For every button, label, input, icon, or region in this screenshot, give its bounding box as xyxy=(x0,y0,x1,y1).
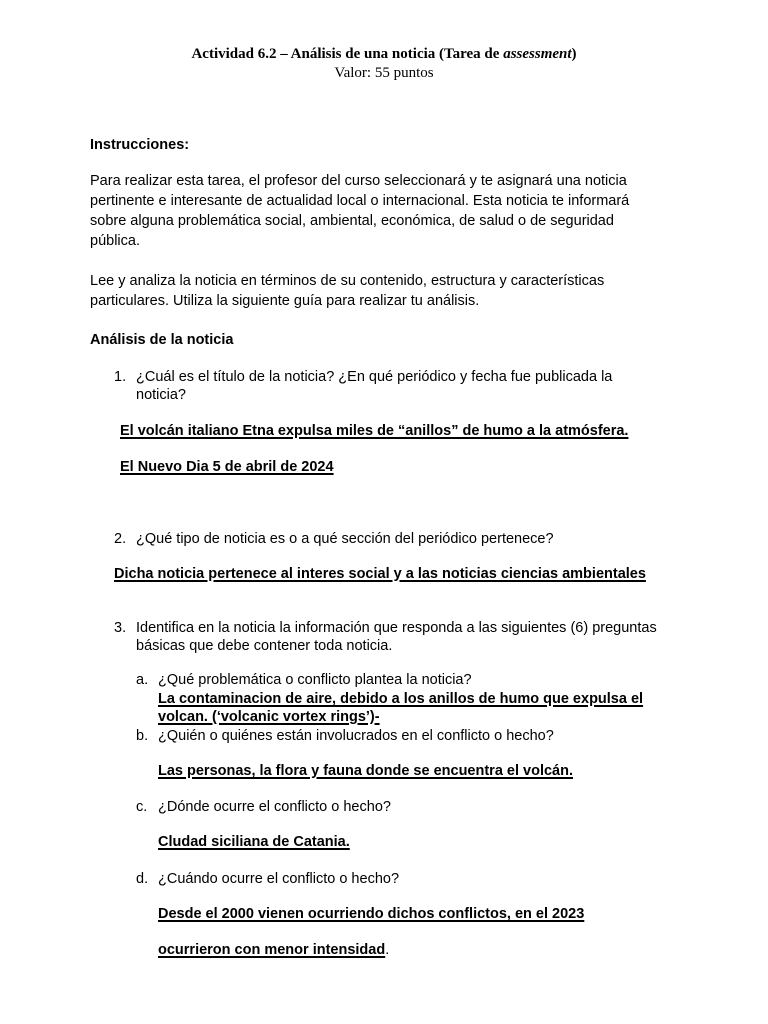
instructions-p2-line: particulares. Utiliza la siguiente guía para realizar tu análisis. xyxy=(90,293,480,309)
q3d-question: ¿Cuándo ocurre el conflicto o hecho? xyxy=(158,871,400,887)
activity-value: Valor: 55 puntos xyxy=(334,65,434,81)
q3c-letter: c. xyxy=(136,799,148,815)
q3b-question: ¿Quién o quiénes están involucrados en el conflicto o hecho? xyxy=(158,728,554,744)
q3-text-line: Identifica en la noticia la información que responda a las siguientes (6) preguntas xyxy=(136,620,657,636)
q3b-answer: Las personas, la flora y fauna donde se encuentra el volcán. xyxy=(158,763,573,779)
instructions-p1-line: sobre alguna problemática social, ambiental, económica, de salud o de seguridad xyxy=(90,213,614,229)
q3b-letter: b. xyxy=(136,728,149,744)
instructions-p1-line: pública. xyxy=(90,233,140,249)
q3d-answer-line2: ocurrieron con menor intensidad xyxy=(158,942,386,958)
activity-title xyxy=(0,46,768,63)
q3-text-line: básicas que debe contener toda noticia. xyxy=(136,638,393,654)
q3a-answer-line: La contaminacion de aire, debido a los anillos de humo que expulsa el xyxy=(158,691,644,707)
title-italic: assessment xyxy=(503,46,572,62)
instructions-heading: Instrucciones: xyxy=(90,137,190,153)
q3-number: 3. xyxy=(114,620,127,636)
q3c-answer: Cludad siciliana de Catania. xyxy=(158,834,350,850)
q1-number: 1. xyxy=(114,369,127,385)
q2-text: ¿Qué tipo de noticia es o a qué sección del periódico pertenece? xyxy=(136,531,554,547)
q3a-letter: a. xyxy=(136,672,149,688)
title-suffix: ) xyxy=(571,46,577,62)
instructions-p2-line: Lee y analiza la noticia en términos de su contenido, estructura y características xyxy=(90,273,605,289)
q2-number: 2. xyxy=(114,531,127,547)
q1-text-line: noticia? xyxy=(136,387,186,403)
q1-text-line: ¿Cuál es el título de la noticia? ¿En qué periódico y fecha fue publicada la xyxy=(136,369,613,385)
q3d-answer-line1: Desde el 2000 vienen ocurriendo dichos conflictos, en el 2023 xyxy=(158,906,585,922)
q3d-letter: d. xyxy=(136,871,149,887)
title-prefix: Actividad 6.2 – Análisis de una noticia (Tarea de xyxy=(191,46,504,62)
q3a-answer-line: volcan. (‘volcanic vortex rings’)- xyxy=(158,709,380,725)
q3a-question: ¿Qué problemática o conflicto plantea la noticia? xyxy=(158,672,472,688)
q3d-answer-period: . xyxy=(385,942,390,958)
instructions-p1-line: pertinente e interesante de actualidad local o internacional. Esta noticia te informará xyxy=(90,193,630,209)
q1-answer-title: El volcán italiano Etna expulsa miles de “anillos” de humo a la atmósfera. xyxy=(120,423,629,439)
q2-answer: Dicha noticia pertenece al interes social y a las noticias ciencias ambientales xyxy=(114,566,646,582)
analysis-heading: Análisis de la noticia xyxy=(90,332,234,348)
q1-answer-source: El Nuevo Dia 5 de abril de 2024 xyxy=(120,459,334,475)
instructions-p1-line: Para realizar esta tarea, el profesor del curso seleccionará y te asignará una noticia xyxy=(90,173,627,189)
q3d-answer-line2-wrap xyxy=(158,940,389,960)
q3c-question: ¿Dónde ocurre el conflicto o hecho? xyxy=(158,799,391,815)
